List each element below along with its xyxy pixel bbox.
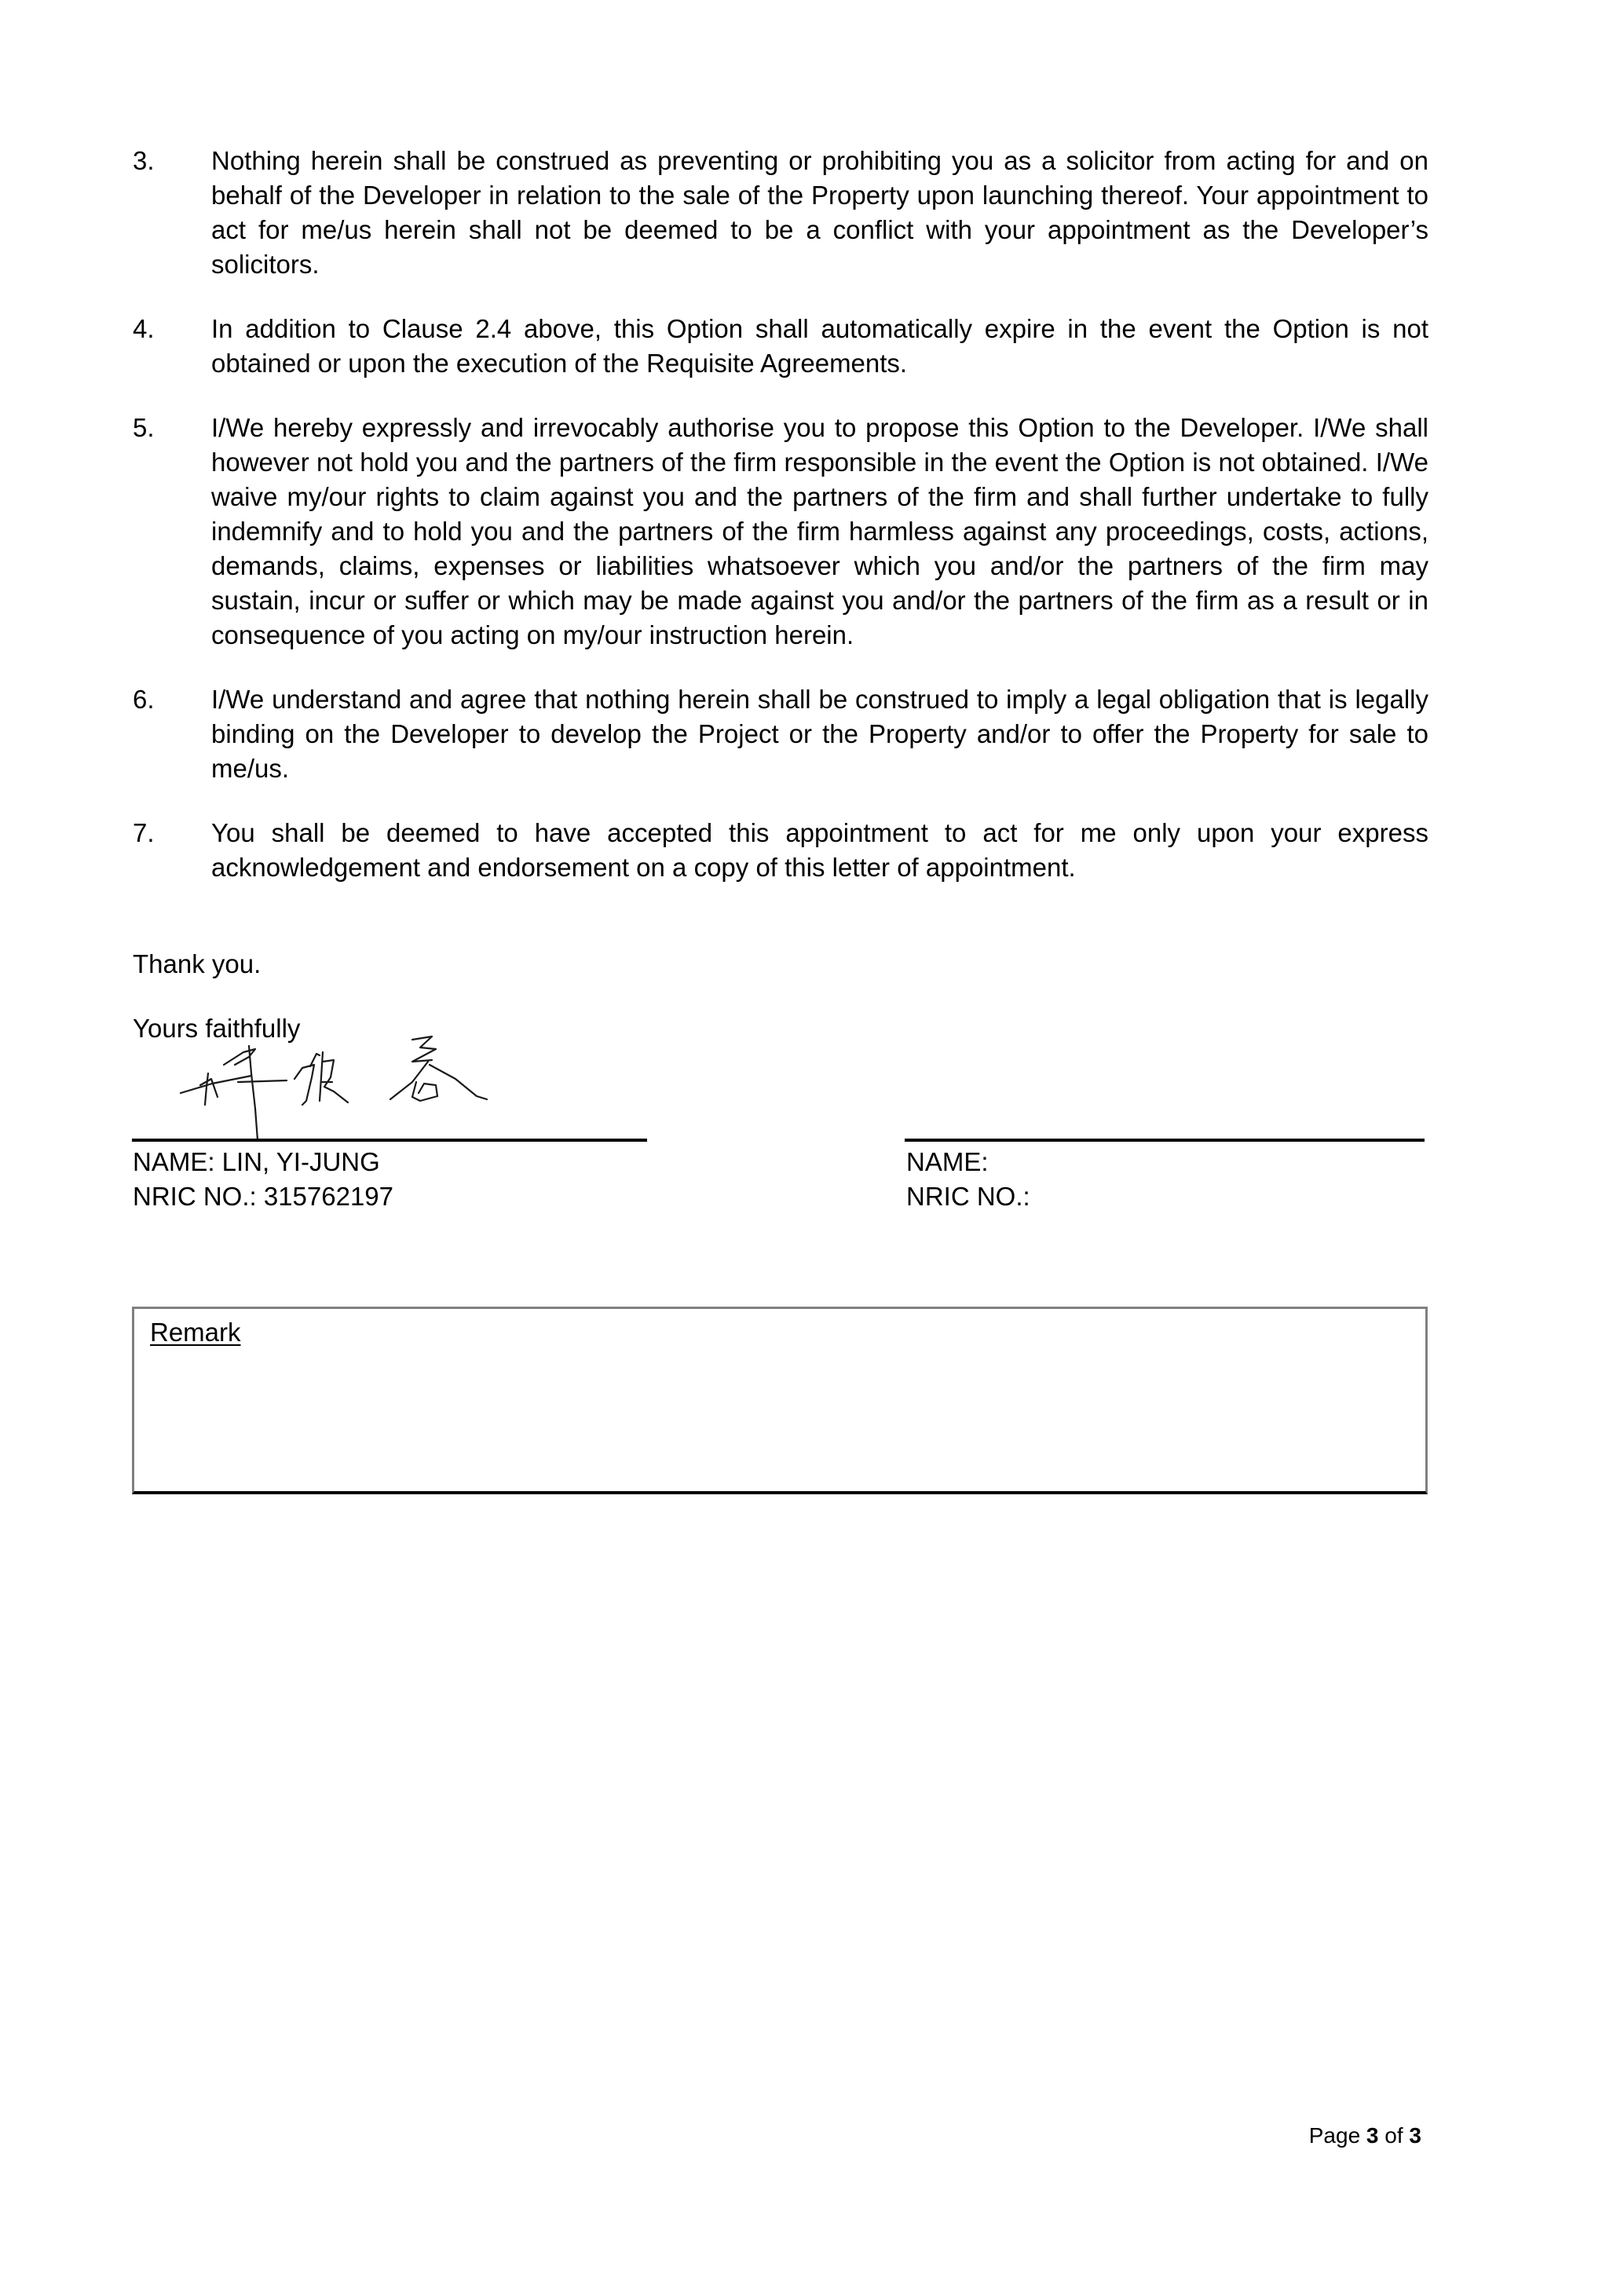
handwritten-signature bbox=[177, 1030, 514, 1146]
clause-number: 7. bbox=[133, 818, 155, 847]
remark-box bbox=[132, 1307, 1428, 1494]
signatory-name: NAME: LIN, YI-JUNG bbox=[133, 1147, 380, 1176]
clause-number: 5. bbox=[133, 413, 155, 442]
clause-text: You shall be deemed to have accepted this appointment to act for me only upon your express acknowledgement and endorsement on a copy of this letter of appointment. bbox=[211, 818, 1428, 882]
remark-label: Remark bbox=[150, 1318, 241, 1347]
clause-5 bbox=[133, 411, 1428, 653]
clause-text: Nothing herein shall be construed as preventing or prohibiting you as a solicitor from acting for and on behalf of the Developer in relation to the sale of the Property upon launching thereof. Your appointment to act for me/us herein shall not be deemed to be a conflict with your appointment as the Developer’s solicitors. bbox=[211, 146, 1428, 279]
clause-number: 4. bbox=[133, 314, 155, 343]
signature-line-2 bbox=[905, 1139, 1425, 1142]
signature-line-1 bbox=[132, 1139, 647, 1142]
current-page: 3 bbox=[1366, 2123, 1379, 2148]
total-pages: 3 bbox=[1409, 2123, 1421, 2148]
closing-sign-off: Yours faithfully bbox=[133, 1014, 301, 1043]
clause-6 bbox=[133, 682, 1428, 786]
clause-3 bbox=[133, 144, 1428, 282]
clause-number: 3. bbox=[133, 146, 155, 175]
clause-text: I/We hereby expressly and irrevocably authorise you to propose this Option to the Developer. I/We shall however not hold you and the partners of the firm responsible in the event the Option is not obtained. I/We waive my/our rights to claim against you and the partners of the firm and shall further undertake to fully indemnify and to hold you and the partners of the firm harmless against any proceedings, costs, actions, demands, claims, expenses or liabilities whatsoever which you and/or the partners of the firm may sustain, incur or suffer or which may be made against you and/or the partners of the firm as a result or in consequence of you acting on my/our instruction herein. bbox=[211, 413, 1428, 649]
clause-number: 6. bbox=[133, 685, 155, 714]
signatory-nric: NRIC NO.: 315762197 bbox=[133, 1182, 394, 1211]
clause-7 bbox=[133, 816, 1428, 885]
closing-thanks: Thank you. bbox=[133, 949, 262, 978]
signatory-1 bbox=[133, 1145, 393, 1214]
signatory-nric: NRIC NO.: bbox=[906, 1182, 1030, 1211]
clause-4 bbox=[133, 312, 1428, 381]
clause-text: In addition to Clause 2.4 above, this Option shall automatically expire in the event the Option is not obtained or upon the execution of the Requisite Agreements. bbox=[211, 314, 1428, 378]
page-separator: of bbox=[1378, 2123, 1410, 2148]
signatory-name: NAME: bbox=[906, 1147, 989, 1176]
signatory-2 bbox=[906, 1145, 1030, 1214]
page-prefix: Page bbox=[1308, 2123, 1366, 2148]
clause-list bbox=[133, 144, 1428, 915]
clause-text: I/We understand and agree that nothing herein shall be construed to imply a legal obligation that is legally binding on the Developer to develop the Project or the Property and/or to offer the Property for sale to me/us. bbox=[211, 685, 1428, 783]
page-number bbox=[1288, 2120, 1421, 2152]
